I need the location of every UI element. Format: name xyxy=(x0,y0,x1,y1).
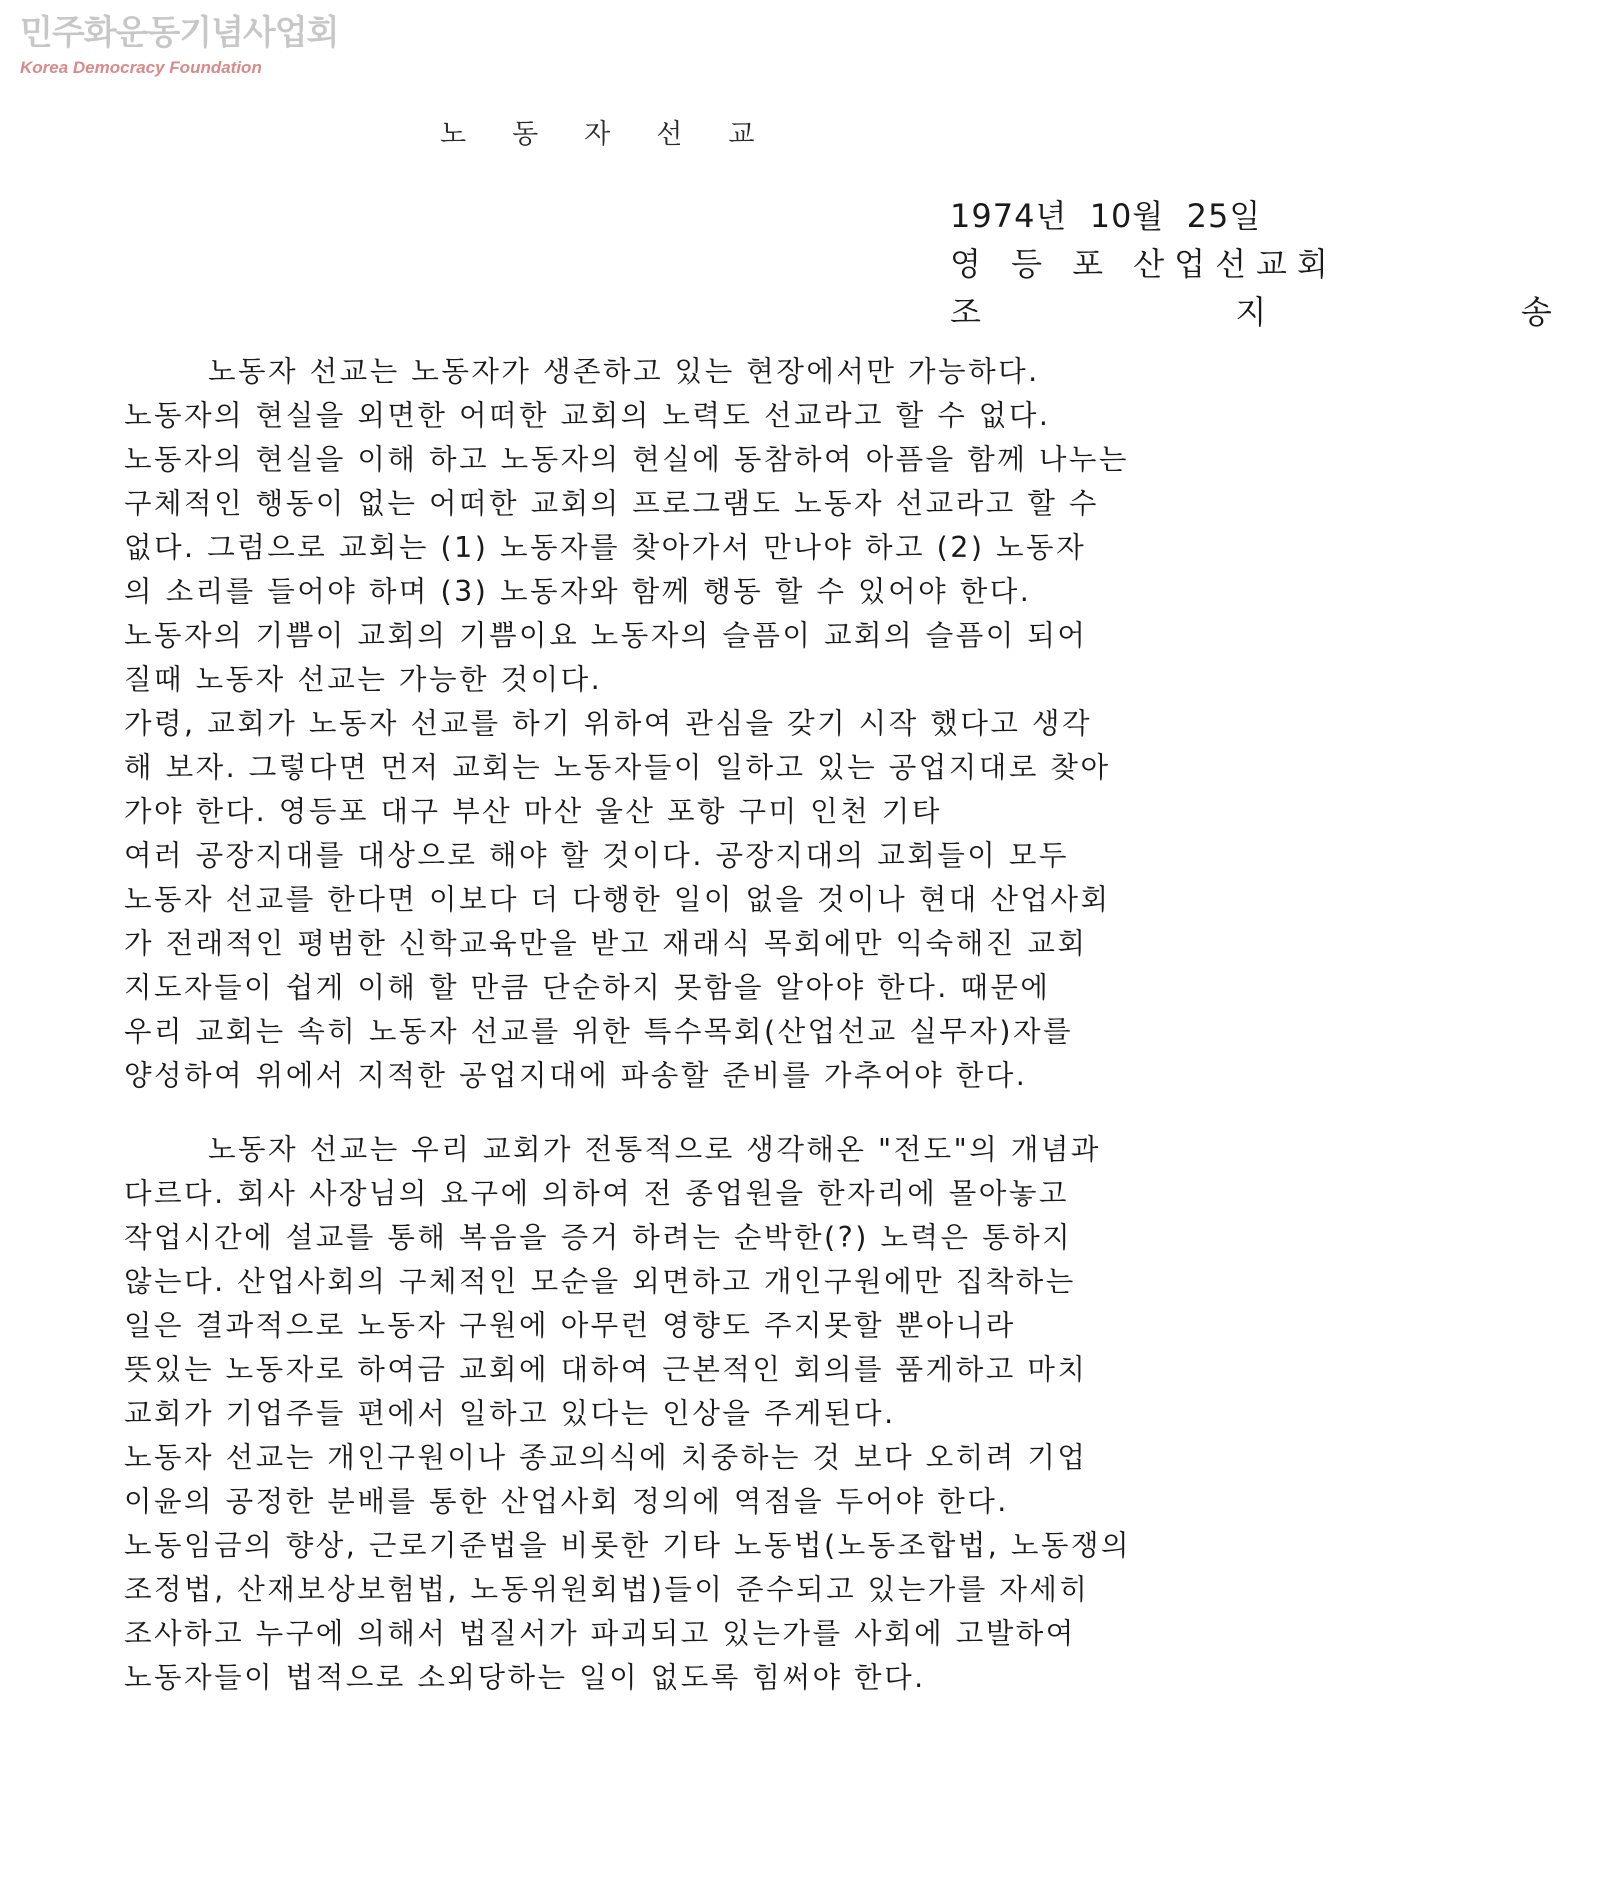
text-line: 노동자의 기쁨이 교회의 기쁨이요 노동자의 슬픔이 교회의 슬픔이 되어 xyxy=(124,619,1088,652)
text-line: 노동임금의 향상, 근로기준법을 비롯한 기타 노동법(노동조합법, 노동쟁의 xyxy=(124,1529,1132,1562)
text-line: 이윤의 공정한 분배를 통한 산업사회 정의에 역점을 두어야 한다. xyxy=(124,1485,1009,1518)
paragraph xyxy=(124,1128,1254,1436)
text-line: 않는다. 산업사회의 구체적인 모순을 외면하고 개인구원에만 집착하는 xyxy=(124,1265,1076,1298)
text-line: 의 소리를 들어야 하며 (3) 노동자와 함께 행동 할 수 있어야 한다. xyxy=(124,575,1032,608)
document-title: 노동자선교 xyxy=(440,119,801,150)
document-author: 조 지 송 xyxy=(950,293,1608,331)
text-line: 노동자 선교를 한다면 이보다 더 다행한 일이 없을 것이나 현대 산업사회 xyxy=(124,883,1111,916)
watermark-logo xyxy=(20,14,338,78)
text-line: 없다. 그럼으로 교회는 (1) 노동자를 찾아가서 만나야 하고 (2) 노동자 xyxy=(124,531,1087,564)
text-line: 우리 교회는 속히 노동자 선교를 위한 특수목회(산업선교 실무자)자를 xyxy=(124,1015,1074,1048)
text-line: 지도자들이 쉽게 이해 할 만큼 단순하지 못함을 알아야 한다. 때문에 xyxy=(124,971,1051,1004)
paragraph xyxy=(124,702,1254,1098)
text-line: 노동자 선교는 노동자가 생존하고 있는 현장에서만 가능하다. xyxy=(208,355,1040,388)
document-body xyxy=(124,350,1254,1700)
document-date: 1974년 10월 25일 xyxy=(950,197,1262,235)
text-line: 가령, 교회가 노동자 선교를 하기 위하여 관심을 갖기 시작 했다고 생각 xyxy=(124,707,1093,740)
text-line: 노동자의 현실을 이해 하고 노동자의 현실에 동참하여 아픔을 함께 나누는 xyxy=(124,443,1129,476)
text-line: 노동자 선교는 우리 교회가 전통적으로 생각해온 "전도"의 개념과 xyxy=(208,1133,1101,1166)
text-line: 조사하고 누구에 의해서 법질서가 파괴되고 있는가를 사회에 고발하여 xyxy=(124,1617,1076,1650)
text-line: 일은 결과적으로 노동자 구원에 아무런 영향도 주지못할 뿐아니라 xyxy=(124,1309,1016,1342)
text-line: 다르다. 회사 사장님의 요구에 의하여 전 종업원을 한자리에 몰아놓고 xyxy=(124,1177,1069,1210)
text-line: 양성하여 위에서 지적한 공업지대에 파송할 준비를 가추어야 한다. xyxy=(124,1059,1028,1092)
text-line: 가야 한다. 영등포 대구 부산 마산 울산 포항 구미 인천 기타 xyxy=(124,795,942,828)
text-line: 노동자 선교는 개인구원이나 종교의식에 치중하는 것 보다 오히려 기업 xyxy=(124,1441,1088,1474)
text-line: 노동자의 현실을 외면한 어떠한 교회의 노력도 선교라고 할 수 없다. xyxy=(124,399,1051,432)
document-organization: 영 등 포 산업선교회 xyxy=(950,245,1338,283)
text-line: 구체적인 행동이 없는 어떠한 교회의 프로그램도 노동자 선교라고 할 수 xyxy=(124,487,1099,520)
text-line: 조정법, 산재보상보험법, 노동위원회법)들이 준수되고 있는가를 자세히 xyxy=(124,1573,1090,1606)
paragraph-gap xyxy=(124,1098,1254,1128)
text-line: 노동자들이 법적으로 소외당하는 일이 없도록 힘써야 한다. xyxy=(124,1661,926,1694)
text-line: 해 보자. 그렇다면 먼저 교회는 노동자들이 일하고 있는 공업지대로 찾아 xyxy=(124,751,1111,784)
text-line: 질때 노동자 선교는 가능한 것이다. xyxy=(124,663,603,696)
text-line: 작업시간에 설교를 통해 복음을 증거 하려는 순박한(?) 노력은 통하지 xyxy=(124,1221,1073,1254)
text-line: 여러 공장지대를 대상으로 해야 할 것이다. 공장지대의 교회들이 모두 xyxy=(124,839,1069,872)
document-header-info xyxy=(950,192,1608,336)
watermark-english: Korea Democracy Foundation xyxy=(20,58,262,77)
paragraph xyxy=(124,1436,1254,1700)
text-line: 교회가 기업주들 편에서 일하고 있다는 인상을 주게된다. xyxy=(124,1397,896,1430)
paragraph xyxy=(124,350,1254,702)
watermark-korean: 민주화운동기념사업회 xyxy=(20,13,339,53)
text-line: 뜻있는 노동자로 하여금 교회에 대하여 근본적인 회의를 품게하고 마치 xyxy=(124,1353,1088,1386)
text-line: 가 전래적인 평범한 신학교육만을 받고 재래식 목회에만 익숙해진 교회 xyxy=(124,927,1088,960)
